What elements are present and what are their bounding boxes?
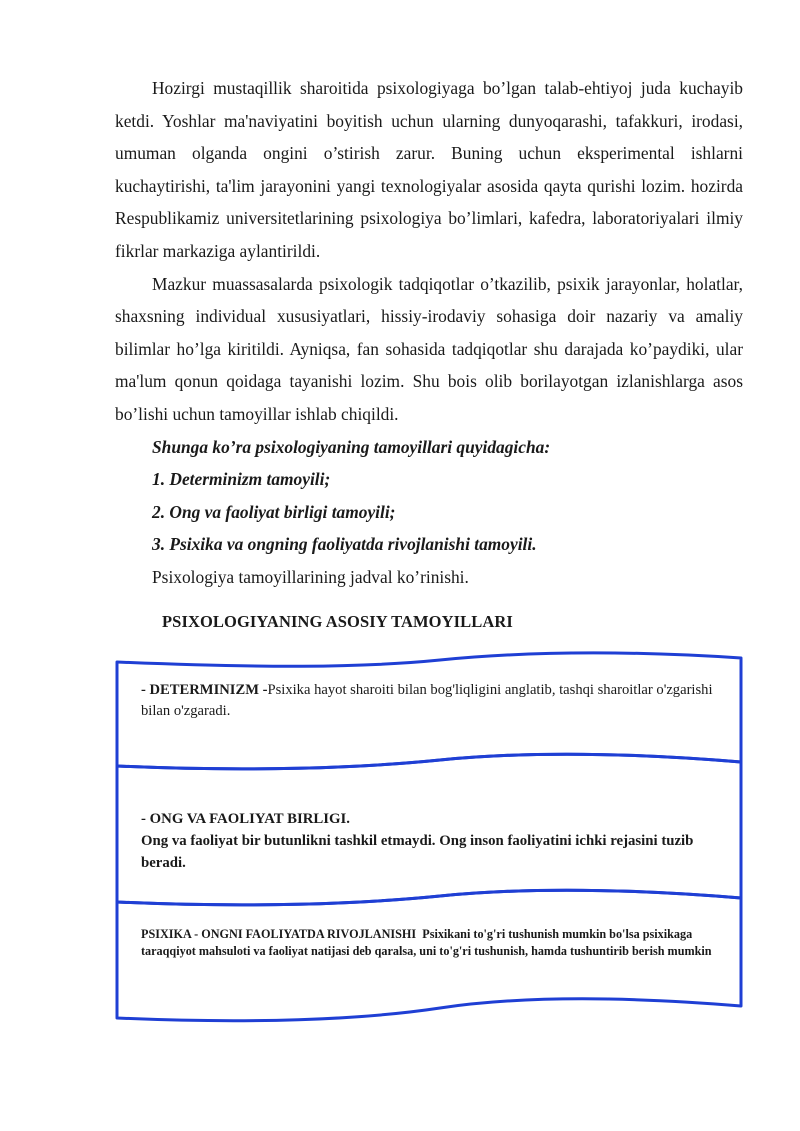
box-2-description: Ong va faoliyat bir butunlikni tashkil etmaydi. Ong inson faoliyatini ichki rejasini tuzib beradi. xyxy=(141,833,694,871)
paragraph-2: Mazkur muassasalarda psixologik tadqiqotlar o’tkazilib, psixik jarayonlar, holatlar, shaxsning individual xususiyatlari, hissiy-irodaviy sohasiga doir nazariy va amaliy bilimlar ho’lga kiritildi. Ayniqsa, fan sohasida tadqiqotlar shu darajada ko’paydiki, ular ma'lum qonun qoidaga tayanishi lozim. Shu bois olib borilayotgan izlanishlarga asos bo’lishi uchun tamoyillar ishlab chiqildi. xyxy=(115,273,743,424)
box-1-text xyxy=(141,680,721,722)
box-2-text xyxy=(141,808,731,874)
table-caption: Psixologiya tamoyillarining jadval ko’rinishi. xyxy=(152,566,469,587)
paragraph-1: Hozirgi mustaqillik sharoitida psixologiyaga bo’lgan talab-ehtiyoj juda kuchayib ketdi. Yoshlar ma'naviyatini boyitish uchun ularning dunyoqarashi, tafakkuri, irodasi, umuman olganda ongini o’stirish zarur. Buning uchun eksperimental ishlarni kuchaytirishi, ta'lim jarayonini yangi texnologiyalar asosida qayta qurishi lozim. hozirda Respublikamiz universitetlarining psixologiya bo’limlari, kafedra, laboratoriyalari ilmiy fikrlar markaziga aylantirildi. xyxy=(115,78,743,261)
principle-3: 3. Psixika va ongning faoliyatda rivojlanishi tamoyili. xyxy=(152,534,537,555)
diagram-title: PSIXOLOGIYANING ASOSIY TAMOYILLARI xyxy=(162,612,513,631)
box-2-term: - ONG VA FAOLIYAT BIRLIGI. xyxy=(141,811,350,827)
principle-1: 1. Determinizm tamoyili; xyxy=(152,469,331,490)
box-1-term: - DETERMINIZM - xyxy=(141,682,268,698)
box-3-line-2: taraqqiyot mahsuloti va faoliyat natijasi deb qaralsa, uni to'g'ri tushunish, hamda tushuntirib berish mumkin xyxy=(141,943,712,958)
box-1-description: Psixika hayot sharoiti bilan bog'liqligini anglatib, tashqi sharoitlar o'zgarishi bilan o'zgaradi. xyxy=(141,682,713,719)
box-3-line-1: Psixikani to'g'ri tushunish mumkin bo'lsa psixikaga xyxy=(422,927,693,941)
principles-intro: Shunga ko’ra psixologiyaning tamoyillari quyidagicha: xyxy=(152,436,551,457)
box-3-text xyxy=(141,926,731,959)
box-3-term: PSIXIKA - ONGNI FAOLIYATDA RIVOJLANISHI xyxy=(141,927,417,941)
principle-2: 2. Ong va faoliyat birligi tamoyili; xyxy=(152,501,396,522)
